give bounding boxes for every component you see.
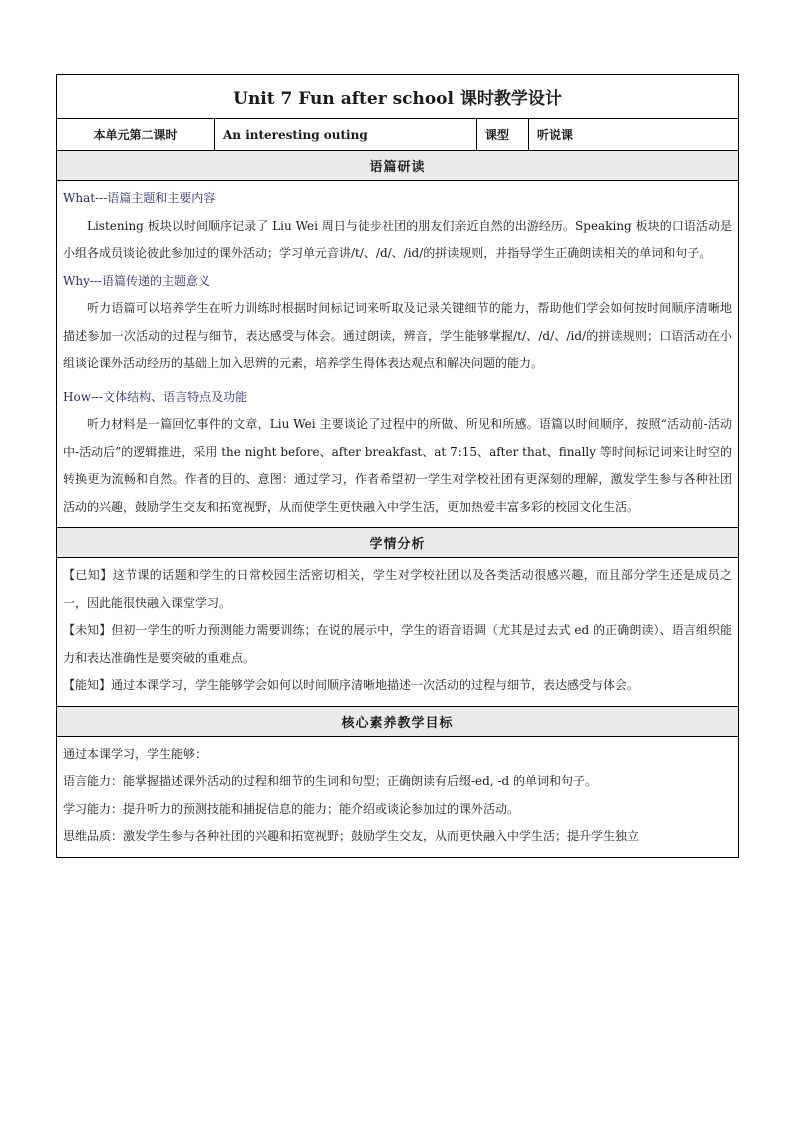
learner-analysis-body bbox=[57, 558, 739, 707]
lesson-type-label: 课型 bbox=[477, 119, 529, 151]
lesson-title: An interesting outing bbox=[215, 119, 477, 151]
objective-language: 语言能力：能掌握描述课外活动的过程和细节的生词和句型；正确朗读有后缀-ed, -d 的单词和句子。 bbox=[63, 774, 598, 788]
section-heading-learner-analysis: 学情分析 bbox=[57, 528, 739, 558]
objectives-intro: 通过本课学习，学生能够： bbox=[63, 746, 208, 761]
how-heading: How---文体结构、语言特点及功能 bbox=[63, 389, 248, 404]
lesson-plan-table bbox=[56, 74, 739, 858]
able-paragraph: 【能知】通过本课学习，学生能够学会如何以时间顺序清晰地描述一次活动的过程与细节，表达感受与体会。 bbox=[63, 678, 640, 692]
text-study-body bbox=[57, 181, 739, 528]
how-paragraph: 听力材料是一篇回忆事件的文章，Liu Wei 主要谈论了过程中的所做、所见和所感。语篇以时间顺序，按照“活动前-活动中-活动后”的逻辑推进，采用 the night before、after breakfast、at 7:15、after that、finally 等时间标记词来让时空的转换更为流畅和自然。作者的目的、意图：通过学习，作者希望初一学生对学校社团有更深刻的理解，激发学生参与各种社团活动的兴趣，鼓励学生交友和拓宽视野，从而使学生更快融入中学生活，更加热爱丰富多彩的校园文化生活。 bbox=[63, 417, 733, 514]
what-heading: What---语篇主题和主要内容 bbox=[63, 191, 216, 205]
lesson-plan-page bbox=[56, 74, 738, 858]
objectives-body bbox=[57, 736, 739, 857]
section-heading-text-study: 语篇研读 bbox=[57, 151, 739, 181]
section-heading-objectives: 核心素养教学目标 bbox=[57, 706, 739, 736]
lesson-label: 本单元第二课时 bbox=[57, 119, 215, 151]
why-heading: Why---语篇传递的主题意义 bbox=[63, 273, 211, 288]
lesson-type-value: 听说课 bbox=[529, 119, 739, 151]
unknown-paragraph: 【未知】但初一学生的听力预测能力需要训练；在说的展示中，学生的语音语调（尤其是过去式 ed 的正确朗读）、语言组织能力和表达准确性是要突破的重难点。 bbox=[63, 623, 733, 665]
objective-thinking: 思维品质：激发学生参与各种社团的兴趣和拓宽视野；鼓励学生交友，从而更快融入中学生活；提升学生独立 bbox=[63, 829, 640, 843]
known-paragraph: 【已知】这节课的话题和学生的日常校园生活密切相关，学生对学校社团以及各类活动很感兴趣，而且部分学生还是成员之一，因此能很快融入课堂学习。 bbox=[63, 568, 733, 610]
page-title: Unit 7 Fun after school 课时教学设计 bbox=[57, 75, 739, 119]
what-paragraph: Listening 板块以时间顺序记录了 Liu Wei 周日与徒步社团的朋友们亲近自然的出游经历。Speaking 板块的口语活动是小组各成员谈论彼此参加过的课外活动；学习单元音讲/t/、/d/、/id/的拼读规则，并指导学生正确朗读相关的单词和句子。 bbox=[63, 218, 733, 260]
why-paragraph: 听力语篇可以培养学生在听力训练时根据时间标记词来听取及记录关键细节的能力，帮助他们学会如何按时间顺序清晰地描述参加一次活动的过程与细节，表达感受与体会。通过朗读，辨音，学生能够掌握/t/、/d/、/id/的拼读规则；口语活动在小组谈论课外活动经历的基础上加入思辨的元素，培养学生得体表达观点和解决问题的能力。 bbox=[63, 301, 733, 370]
objective-learning: 学习能力：提升听力的预测技能和捕捉信息的能力；能介绍或谈论参加过的课外活动。 bbox=[63, 801, 520, 816]
